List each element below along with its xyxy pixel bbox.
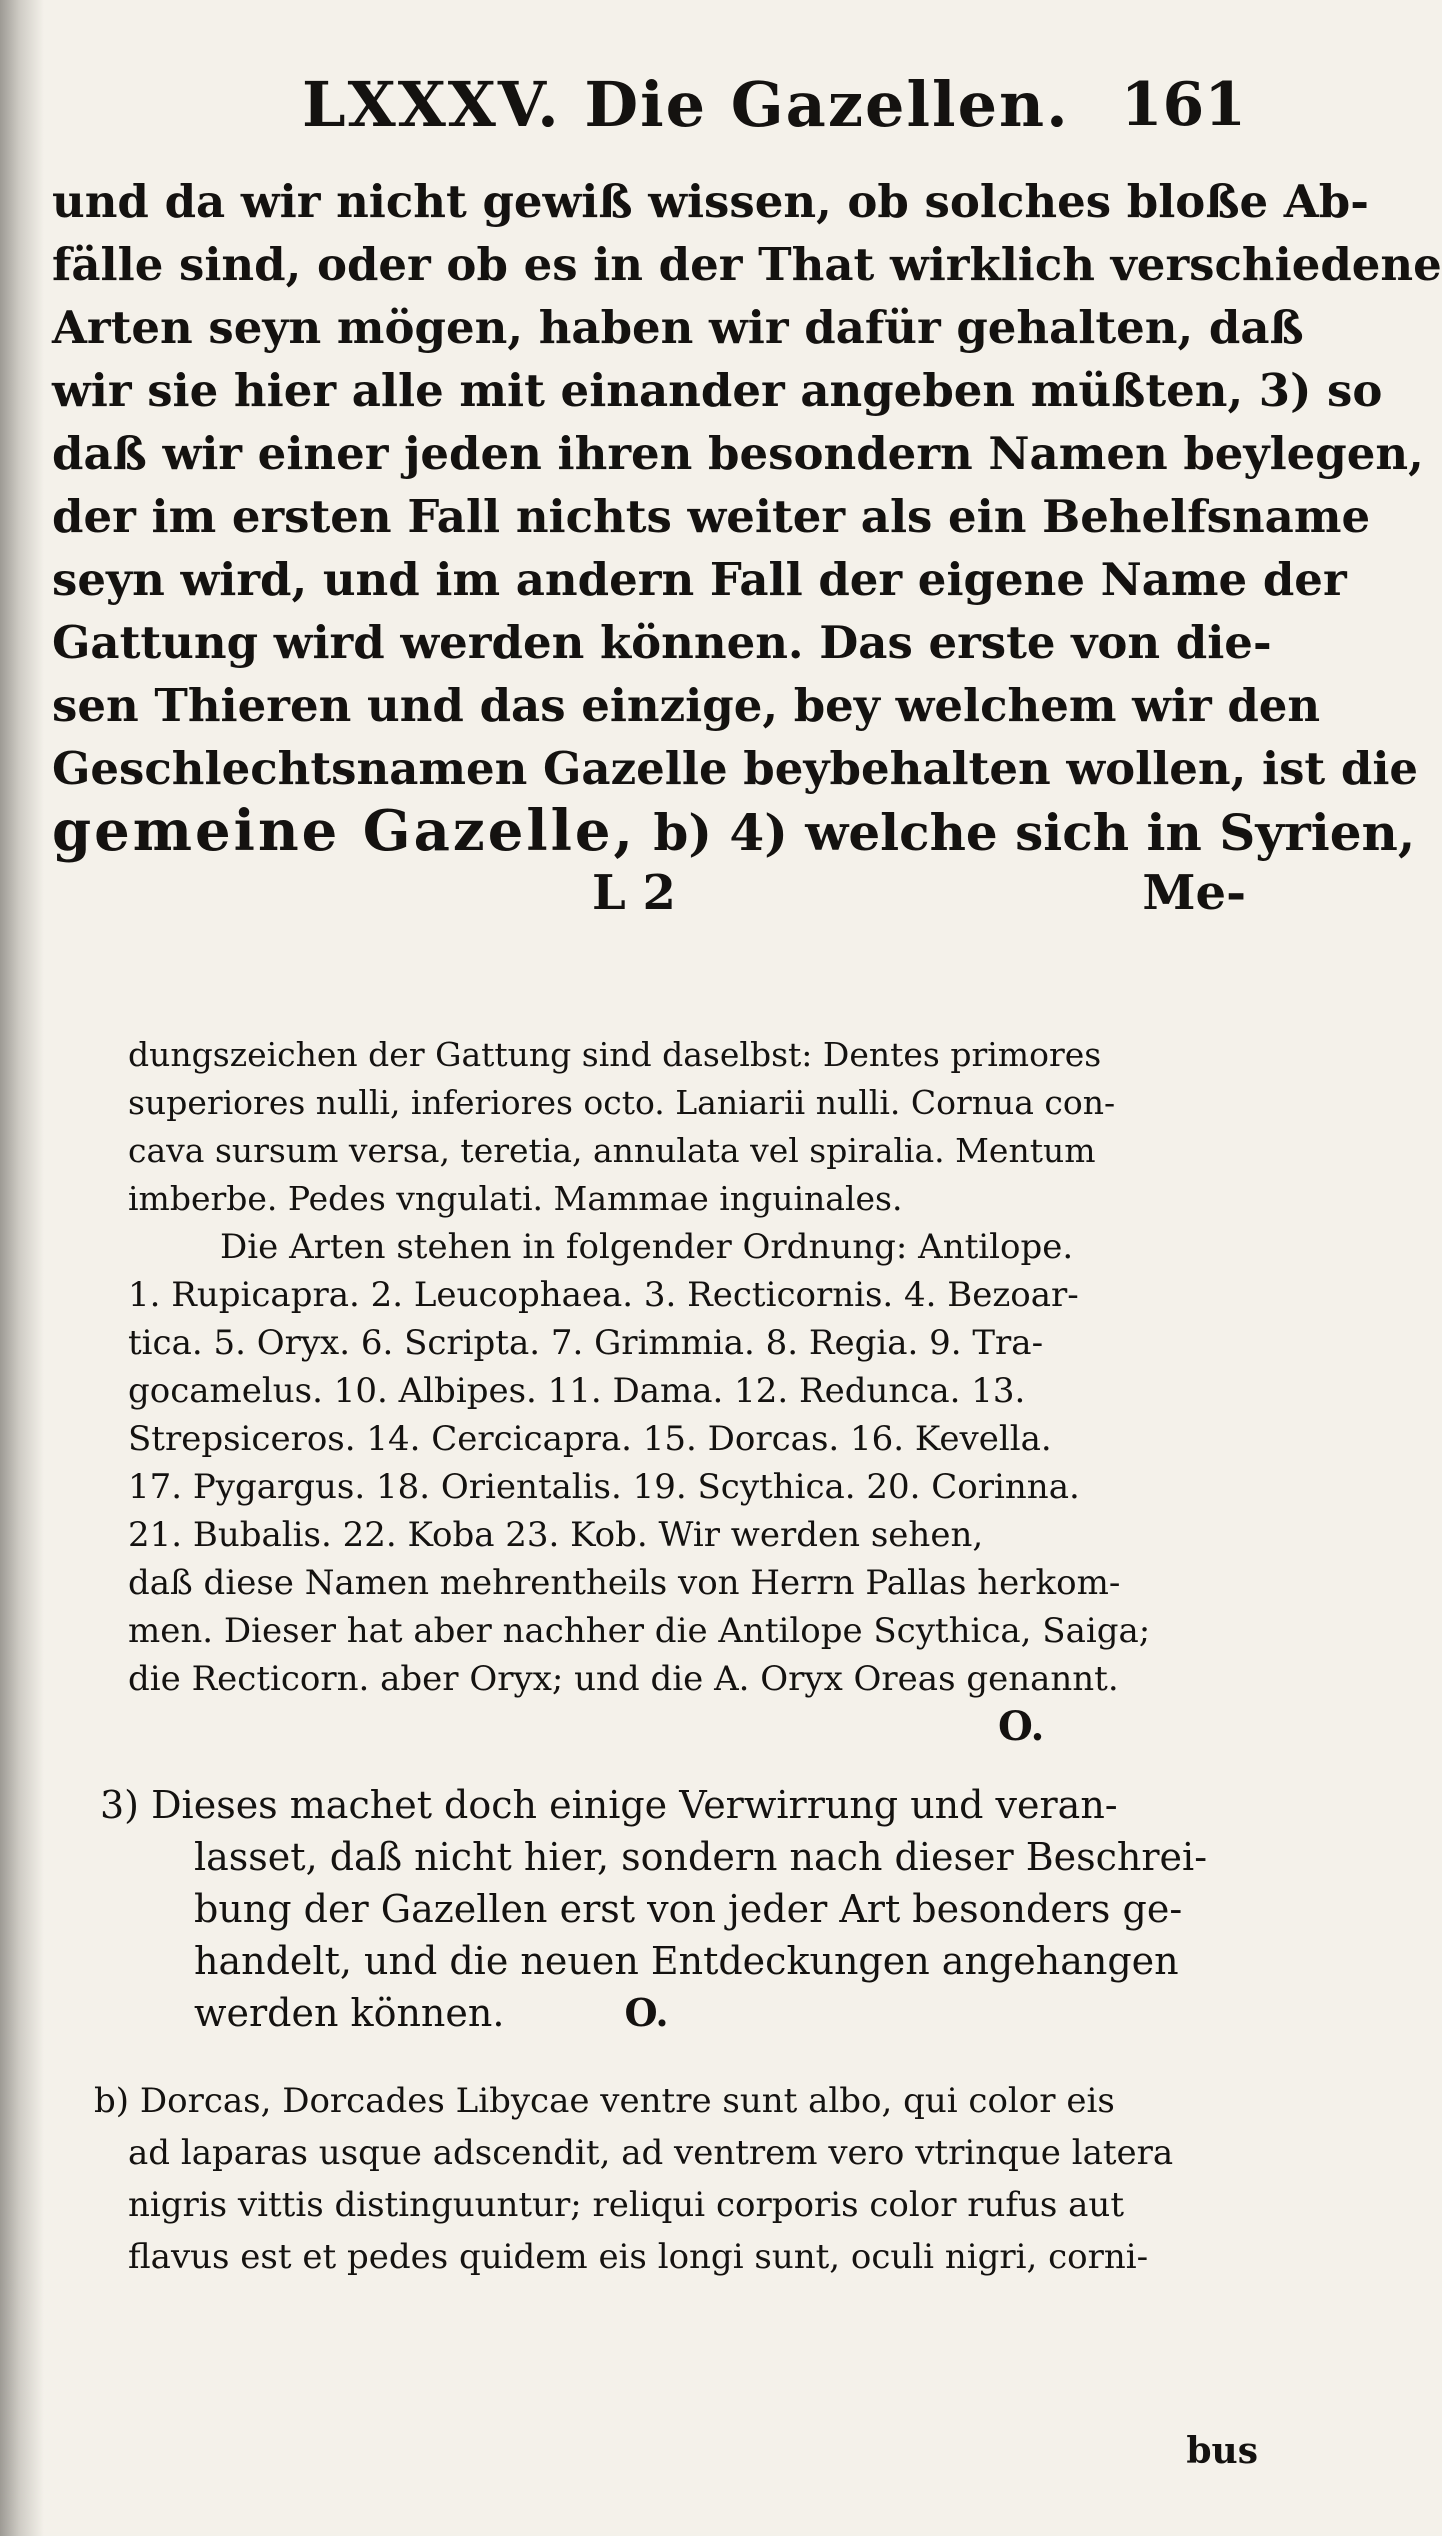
footnote-line: imberbe. Pedes vngulati. Mammae inguinales. (128, 1179, 903, 1218)
species-list-line: 1. Rupicapra. 2. Leucophaea. 3. Recticornis. 4. Bezoar- (128, 1275, 1079, 1315)
book-page (52, 60, 1442, 2283)
main-text-line: der im ersten Fall nichts weiter als ein Behelfsname (52, 490, 1371, 543)
footnote-3-line: bung der Gazellen erst von jeder Art besonders ge- (194, 1887, 1183, 1931)
footnote-b-catchword: bus (1186, 2430, 1258, 2472)
footnote-3-last-line (100, 1987, 1252, 2039)
running-title: LXXXV. Die Gazellen. (302, 68, 1070, 141)
signature-row (52, 863, 1252, 931)
footnote-line: dungszeichen der Gattung sind daselbst: Dentes primores (128, 1035, 1102, 1074)
footnote-sign: O. (998, 1703, 1045, 1750)
species-list-line: tica. 5. Oryx. 6. Scripta. 7. Grimmia. 8. Regia. 9. Tra- (128, 1323, 1044, 1363)
species-list-line: die Recticorn. aber Oryx; und die A. Oryx Oreas genannt. (128, 1659, 1119, 1699)
footnote-3-line: werden können. (194, 1991, 505, 2035)
footnote-b (52, 2075, 1252, 2283)
main-text-last-line (52, 798, 1416, 864)
page-header (52, 60, 1252, 150)
main-text-line: Geschlechtsnamen Gazelle beybehalten wollen, ist die (52, 742, 1419, 795)
main-text-line: sen Thieren und das einzige, bey welchem wir den (52, 679, 1321, 732)
footnote-3-line: lasset, daß nicht hier, sondern nach dieser Beschrei- (194, 1835, 1208, 1879)
main-text-line: und da wir nicht gewiß wissen, ob solches bloße Ab- (52, 175, 1369, 228)
footnote-b-line: flavus est et pedes quidem eis longi sunt, oculi nigri, corni- (128, 2237, 1149, 2277)
footnote-continuation (52, 1031, 1252, 1755)
species-list-line: men. Dieser hat aber nachher die Antilope Scythica, Saiga; (128, 1611, 1151, 1651)
main-text-line: seyn wird, und im andern Fall der eigene Name der (52, 553, 1347, 606)
binding-shadow (0, 0, 44, 2536)
main-text-line: fälle sind, oder ob es in der That wirklich verschiedene (52, 238, 1442, 291)
main-text (52, 170, 1442, 864)
species-list-line: daß diese Namen mehrentheils von Herrn Pallas herkom- (128, 1563, 1121, 1603)
main-text-line: wir sie hier alle mit einander angeben müßten, 3) so (52, 364, 1383, 417)
species-name-emphasis: gemeine Gazelle, (52, 798, 636, 864)
main-text-line: Arten seyn mögen, haben wir dafür gehalten, daß (52, 301, 1304, 354)
species-list-intro: Die Arten stehen in folgender Ordnung: Antilope. (220, 1227, 1074, 1267)
footnote-line: cava sursum versa, teretia, annulata vel spiralia. Mentum (128, 1131, 1096, 1170)
species-list-line: 17. Pygargus. 18. Orientalis. 19. Scythica. 20. Corinna. (128, 1467, 1080, 1507)
footnote-b-line: ad laparas usque adscendit, ad ventrem vero vtrinque latera (128, 2133, 1174, 2173)
species-list-line: Strepsiceros. 14. Cercicapra. 15. Dorcas. 16. Kevella. (128, 1419, 1052, 1459)
footnote-3-line: handelt, und die neuen Entdeckungen angehangen (194, 1939, 1179, 1983)
footnote-3-sign: O. (624, 1990, 669, 2035)
main-text-line-rest: b) 4) welche sich in Syrien, (636, 803, 1416, 862)
footnote-3-line: 3) Dieses machet doch einige Verwirrung und veran- (100, 1783, 1118, 1827)
footnote-3 (52, 1779, 1252, 2039)
main-text-line: daß wir einer jeden ihren besondern Namen beylegen, (52, 427, 1424, 480)
signature-mark: L 2 (592, 865, 676, 921)
species-list-line: 21. Bubalis. 22. Koba 23. Kob. Wir werden sehen, (128, 1515, 984, 1555)
footnote-line: superiores nulli, inferiores octo. Laniarii nulli. Cornua con- (128, 1083, 1116, 1122)
footnote-b-line: nigris vittis distinguuntur; reliqui corporis color rufus aut (128, 2185, 1124, 2225)
main-text-line: Gattung wird werden können. Das erste von die- (52, 616, 1272, 669)
footnote-sign-row (128, 1703, 1252, 1755)
species-list-line: gocamelus. 10. Albipes. 11. Dama. 12. Redunca. 13. (128, 1371, 1026, 1411)
footnote-b-line: b) Dorcas, Dorcades Libycae ventre sunt albo, qui color eis (94, 2081, 1115, 2121)
page-number: 161 (1120, 70, 1246, 140)
catchword: Me- (1142, 865, 1246, 921)
